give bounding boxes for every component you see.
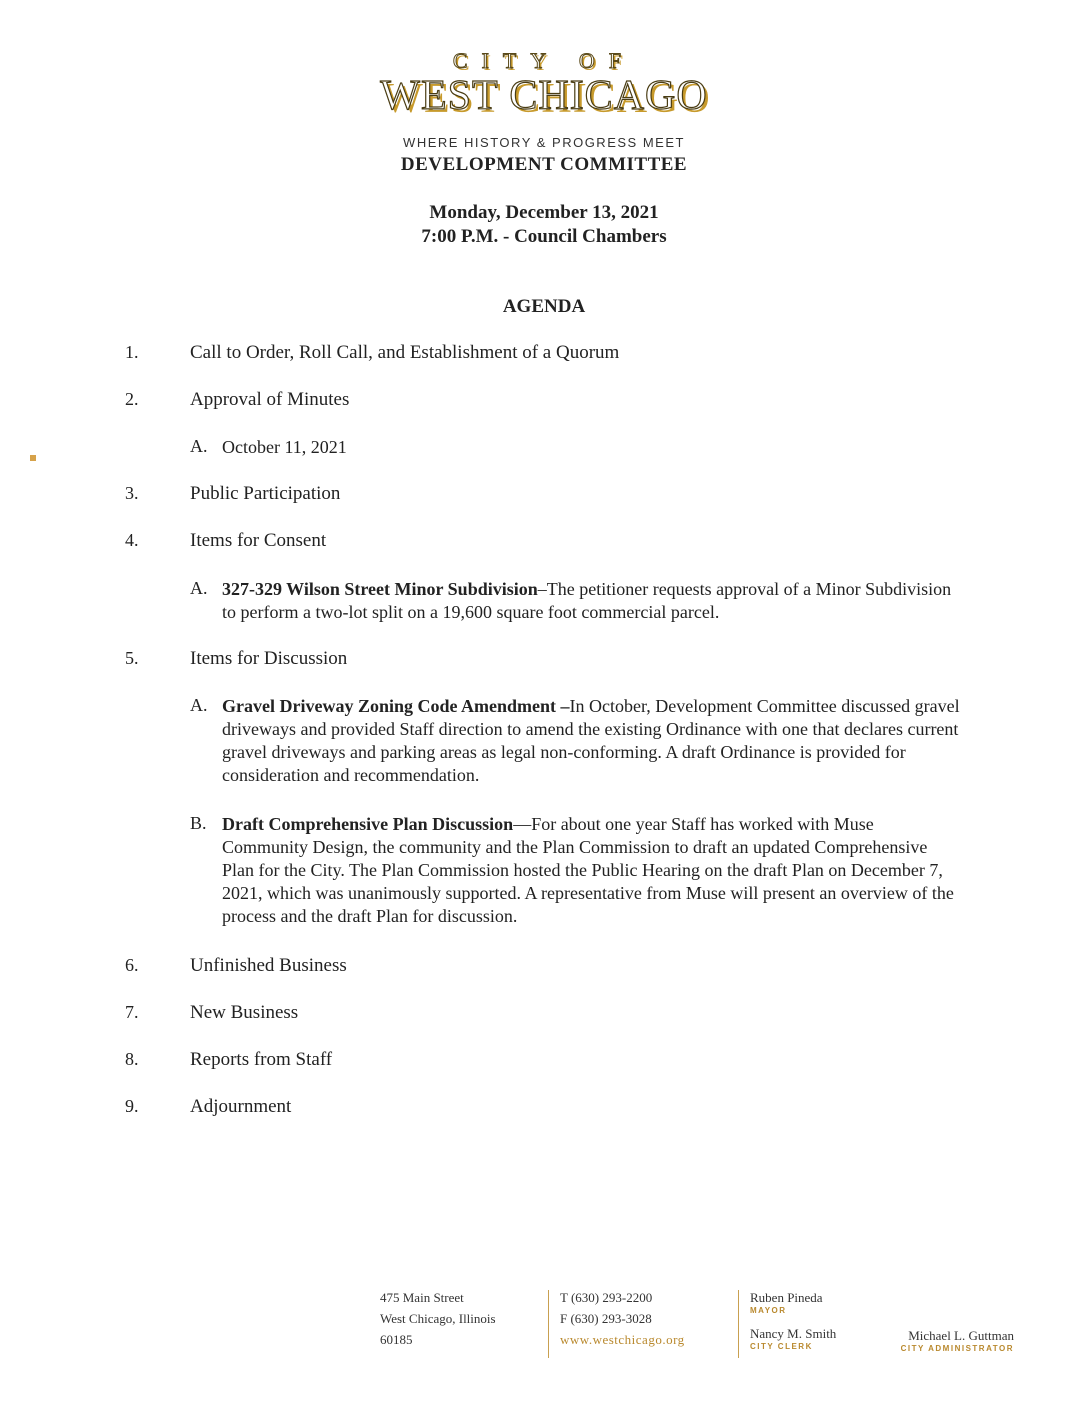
sub-item-letter: A.	[190, 578, 208, 598]
item-number: 7.	[125, 1002, 139, 1022]
meeting-date: Monday, December 13, 2021	[429, 202, 659, 223]
footer-address	[380, 1290, 496, 1353]
official-role: CITY CLERK	[750, 1342, 813, 1351]
sub-item-letter: A.	[190, 436, 208, 456]
sub-item-text: 327-329 Wilson Street Minor Subdivision–The petitioner requests approval of a Minor Subdivision to perform a two-lot split on a 19,600 square foot commercial parcel.	[222, 579, 952, 622]
item-number: 3.	[125, 483, 139, 503]
logo-west-chicago: WEST CHICAGO	[380, 73, 708, 119]
address-zip: 60185	[380, 1332, 413, 1347]
item-title: New Business	[190, 1002, 299, 1023]
footer-mayor	[750, 1290, 823, 1315]
footer-divider	[738, 1290, 739, 1358]
item-number: 2.	[125, 389, 139, 409]
item-number: 6.	[125, 955, 139, 975]
official-role: MAYOR	[750, 1306, 787, 1315]
sub-item-letter: A.	[190, 695, 208, 715]
fax-number: F (630) 293-3028	[560, 1311, 652, 1326]
logo-city-of: CITY OF	[452, 48, 636, 73]
address-city: West Chicago, Illinois	[380, 1311, 496, 1326]
sub-item-text: Gravel Driveway Zoning Code Amendment –In October, Development Committee discussed gravel driveways and provided Staff direction to amend the existing Ordinance with one that declares current gravel driveways and parking areas as legal non-conforming. A draft Ordinance is provided for consideration and recommendation.	[222, 696, 960, 785]
official-name: Michael L. Guttman	[908, 1328, 1014, 1343]
committee-title: DEVELOPMENT COMMITTEE	[400, 154, 688, 175]
footer-divider	[548, 1290, 549, 1358]
official-name: Ruben Pineda	[750, 1290, 823, 1305]
item-number: 5.	[125, 648, 139, 668]
sub-item-text: October 11, 2021	[222, 437, 347, 457]
tagline: WHERE HISTORY & PROGRESS MEET	[403, 135, 685, 150]
item-number: 4.	[125, 530, 139, 550]
item-number: 8.	[125, 1049, 139, 1069]
footer-clerk	[750, 1326, 836, 1351]
agenda-heading: AGENDA	[502, 296, 586, 317]
official-role: CITY ADMINISTRATOR	[900, 1344, 1014, 1353]
website-link[interactable]: www.westchicago.org	[560, 1332, 685, 1347]
official-name: Nancy M. Smith	[750, 1326, 837, 1341]
sub-item-letter: B.	[190, 813, 207, 833]
item-title: Unfinished Business	[190, 955, 347, 976]
address-street: 475 Main Street	[380, 1290, 464, 1305]
item-title: Call to Order, Roll Call, and Establishment of a Quorum	[190, 342, 620, 363]
item-title: Reports from Staff	[190, 1049, 333, 1070]
meeting-time-place: 7:00 P.M. - Council Chambers	[421, 226, 667, 247]
footer-contact	[560, 1290, 685, 1353]
phone-number: T (630) 293-2200	[560, 1290, 653, 1305]
sub-item-text: Draft Comprehensive Plan Discussion—For about one year Staff has worked with Muse Community Design, the community and the Plan Commission to draft an updated Comprehensive Plan for the City. The Plan Commission hosted the Public Hearing on the draft Plan on December 7, 2021, which was unanimously supported. A representative from Muse will present an overview of the process and the draft Plan for discussion.	[222, 814, 954, 926]
item-title: Items for Discussion	[190, 648, 348, 669]
item-title: Adjournment	[190, 1096, 292, 1117]
item-number: 1.	[125, 342, 139, 362]
item-title: Items for Consent	[190, 530, 327, 551]
margin-marker	[30, 455, 36, 461]
footer-administrator	[898, 1328, 1014, 1353]
item-title: Public Participation	[190, 483, 341, 504]
item-title: Approval of Minutes	[190, 389, 350, 410]
item-number: 9.	[125, 1096, 139, 1116]
